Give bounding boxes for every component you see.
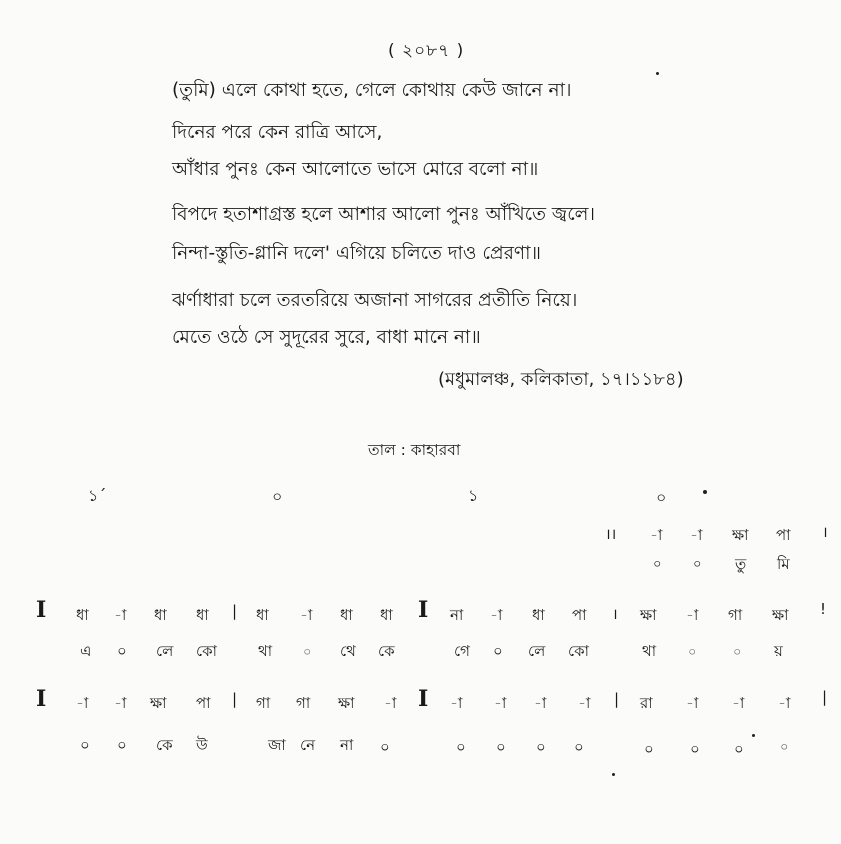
row1-note: ধা bbox=[532, 606, 545, 624]
row2-note: গা bbox=[256, 694, 271, 712]
intro-syllable: মি bbox=[777, 555, 790, 573]
row1-note: ধা bbox=[340, 606, 353, 624]
row1-note: পা bbox=[572, 606, 587, 624]
row1-syllable: ০ bbox=[493, 642, 503, 660]
row2-syllable: ০ bbox=[734, 740, 744, 758]
lyric-line-1: (তুমি) এলে কোথা হতে, গেলে কোথায় কেউ জানে না। bbox=[172, 80, 572, 101]
row2-bar: | bbox=[232, 690, 238, 708]
row2-note: -া bbox=[494, 694, 507, 712]
intro-bar-end: । bbox=[822, 523, 828, 541]
row2-note: -া bbox=[778, 694, 791, 712]
row2-syllable: কে bbox=[156, 736, 173, 754]
beat-mark-1: ১´ bbox=[88, 486, 107, 505]
row1-syllable: থা bbox=[642, 642, 657, 660]
row2-bar: I bbox=[418, 686, 429, 712]
row2-note: -া bbox=[534, 694, 547, 712]
row1-note: গা bbox=[728, 606, 743, 624]
row2-bar: | bbox=[822, 688, 828, 706]
row2-note: গা bbox=[296, 694, 311, 712]
row2-syllable: ০ bbox=[690, 740, 700, 758]
intro-syllable: ০ bbox=[693, 557, 702, 572]
row2-note: -া bbox=[76, 694, 89, 712]
row1-syllable: ০ bbox=[688, 645, 697, 660]
row1-note: -া bbox=[490, 606, 503, 624]
row1-syllable: কে bbox=[378, 642, 395, 660]
row2-syllable: ০ bbox=[644, 740, 654, 758]
row2-note: -া bbox=[732, 694, 745, 712]
row2-syllable: জা bbox=[268, 736, 286, 754]
lyric-line-3: আঁধার পুনঃ কেন আলোতে ভাসে মোরে বলো না॥ bbox=[172, 159, 539, 180]
row2-note: ক্ষা bbox=[150, 694, 167, 712]
row1-note: -া bbox=[686, 606, 699, 624]
row1-bar: I bbox=[418, 597, 429, 623]
row1-bar: I bbox=[36, 597, 47, 623]
row1-note: ধা bbox=[256, 606, 269, 624]
row1-note: ধা bbox=[76, 606, 89, 624]
row1-syllable: কো bbox=[196, 642, 217, 660]
lyric-line-2: দিনের পরে কেন রাত্রি আসে, bbox=[172, 122, 383, 143]
composition-credit: (মধুমালঞ্চ, কলিকাতা, ১৭।১১৮৪) bbox=[438, 369, 684, 390]
scan-speck bbox=[612, 773, 615, 776]
row1-note: ক্ষা bbox=[772, 606, 789, 624]
intro-bar-start: ।। bbox=[605, 525, 617, 543]
row1-note: ধা bbox=[154, 606, 167, 624]
row1-syllable: ০ bbox=[117, 642, 127, 660]
row1-note: -া bbox=[300, 606, 313, 624]
row1-syllable: থে bbox=[340, 642, 356, 660]
row2-note: -া bbox=[686, 694, 699, 712]
row1-note: ক্ষা bbox=[640, 606, 657, 624]
row2-syllable: ০ bbox=[456, 738, 466, 756]
row1-note: ধা bbox=[380, 606, 393, 624]
row1-syllable: য় bbox=[774, 642, 783, 660]
row1-syllable: গে bbox=[454, 642, 470, 660]
row1-syllable: কো bbox=[568, 642, 589, 660]
intro-note: -া bbox=[690, 526, 703, 544]
row2-bar: I bbox=[36, 686, 47, 712]
row2-bar: | bbox=[614, 690, 620, 708]
row2-syllable: নে bbox=[300, 736, 316, 754]
row2-note: পা bbox=[196, 694, 211, 712]
lyric-line-4: বিপদে হতাশাগ্রস্ত হলে আশার আলো পুনঃ আঁখিতে জ্বলে। bbox=[172, 204, 596, 225]
row2-syllable: ০ bbox=[380, 738, 390, 756]
lyric-line-5: নিন্দা-স্তুতি-গ্লানি দলে' এগিয়ে চলিতে দাও প্রেরণা॥ bbox=[172, 243, 541, 264]
row1-syllable: ০ bbox=[733, 645, 742, 660]
row2-syllable: না bbox=[340, 736, 354, 754]
intro-note: পা bbox=[776, 526, 791, 544]
row1-bar: ! bbox=[820, 600, 827, 618]
row1-syllable: লে bbox=[156, 642, 174, 660]
row2-syllable: ০ bbox=[780, 740, 789, 755]
row2-syllable: ০ bbox=[536, 738, 546, 756]
row2-note: -া bbox=[114, 694, 127, 712]
row2-note: ক্ষা bbox=[338, 694, 355, 712]
lyric-line-7: মেতে ওঠে সে সুদূরের সুরে, বাধা মানে না॥ bbox=[172, 327, 481, 348]
intro-syllable: ০ bbox=[653, 557, 662, 572]
scan-speck bbox=[656, 72, 659, 75]
intro-note: -া bbox=[650, 526, 663, 544]
row2-syllable: ০ bbox=[496, 738, 506, 756]
beat-mark-4: ০ bbox=[656, 488, 667, 507]
row2-note: -া bbox=[384, 694, 397, 712]
row1-syllable: এ bbox=[80, 642, 92, 660]
intro-syllable: তু bbox=[735, 555, 747, 573]
row2-syllable: উ bbox=[196, 736, 208, 754]
beat-dot bbox=[703, 490, 707, 494]
row1-note: -া bbox=[114, 606, 127, 624]
row2-note: -া bbox=[450, 694, 463, 712]
lyric-line-6: ঝর্ণাধারা চলে তরতরিয়ে অজানা সাগরের প্রতীতি নিয়ে। bbox=[172, 290, 578, 311]
row2-note: -া bbox=[578, 694, 591, 712]
intro-note: ক্ষা bbox=[732, 526, 749, 544]
tala-label: তাল : কাহারবা bbox=[368, 441, 461, 459]
row1-note: ধা bbox=[196, 606, 209, 624]
row1-note: না bbox=[450, 606, 464, 624]
row1-syllable: থা bbox=[258, 642, 273, 660]
row2-syllable: ০ bbox=[574, 738, 584, 756]
beat-mark-3: ১ bbox=[468, 486, 479, 505]
row1-syllable: লে bbox=[528, 642, 546, 660]
beat-mark-2: ০ bbox=[272, 487, 283, 506]
row1-bar: | bbox=[232, 602, 238, 620]
row1-syllable: ০ bbox=[303, 645, 312, 660]
song-number: ( ২০৮৭ ) bbox=[388, 41, 465, 61]
row1-bar: । bbox=[612, 605, 618, 623]
row2-syllable: ০ bbox=[80, 736, 90, 754]
row2-note: রা bbox=[640, 694, 653, 712]
row2-syllable: ০ bbox=[117, 736, 127, 754]
scan-speck bbox=[752, 734, 755, 737]
